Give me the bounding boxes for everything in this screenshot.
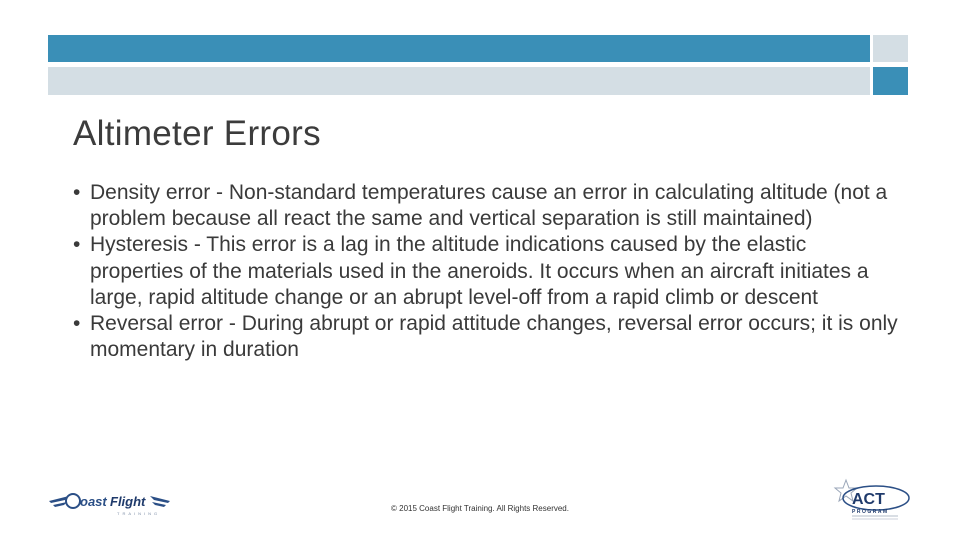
header-blue-square [873,67,908,95]
bullet-list [73,180,903,363]
bullet-reversal-error [73,311,903,363]
svg-text:PROGRAM: PROGRAM [852,509,889,515]
header-light-bar [48,67,870,95]
copyright-text: © 2015 Coast Flight Training. All Rights Reserved. [391,504,569,513]
bullet-icon: • [73,181,81,204]
bullet-hysteresis [73,232,903,311]
act-program-logo [832,478,912,522]
svg-text:TRAINING: TRAINING [117,511,161,516]
svg-text:Flight: Flight [110,494,146,509]
copyright-footer [0,504,960,513]
svg-text:ACT: ACT [852,491,885,508]
bullet-density-error [73,180,903,232]
header-accent-bar [48,35,870,62]
slide-title: Altimeter Errors [73,114,321,153]
coastflight-logo [47,487,172,519]
bullet-icon: • [73,233,81,257]
header-accent-square [873,35,908,62]
svg-text:oast: oast [80,494,107,509]
bullet-icon: • [73,312,81,336]
bullet-text: Density error - Non-standard temperatures cause an error in calculating altitude (not a problem because all react the same and vertical separation is still maintained) [90,181,888,231]
bullet-text: Hysteresis - This error is a lag in the altitude indications caused by the elastic properties of the materials used in the aneroids. It occurs when an aircraft initiates a large, rapid altitude change or an abrupt level-off from a rapid climb or descent [90,233,869,309]
bullet-text: Reversal error - During abrupt or rapid attitude changes, reversal error occurs; it is only momentary in duration [90,312,898,362]
